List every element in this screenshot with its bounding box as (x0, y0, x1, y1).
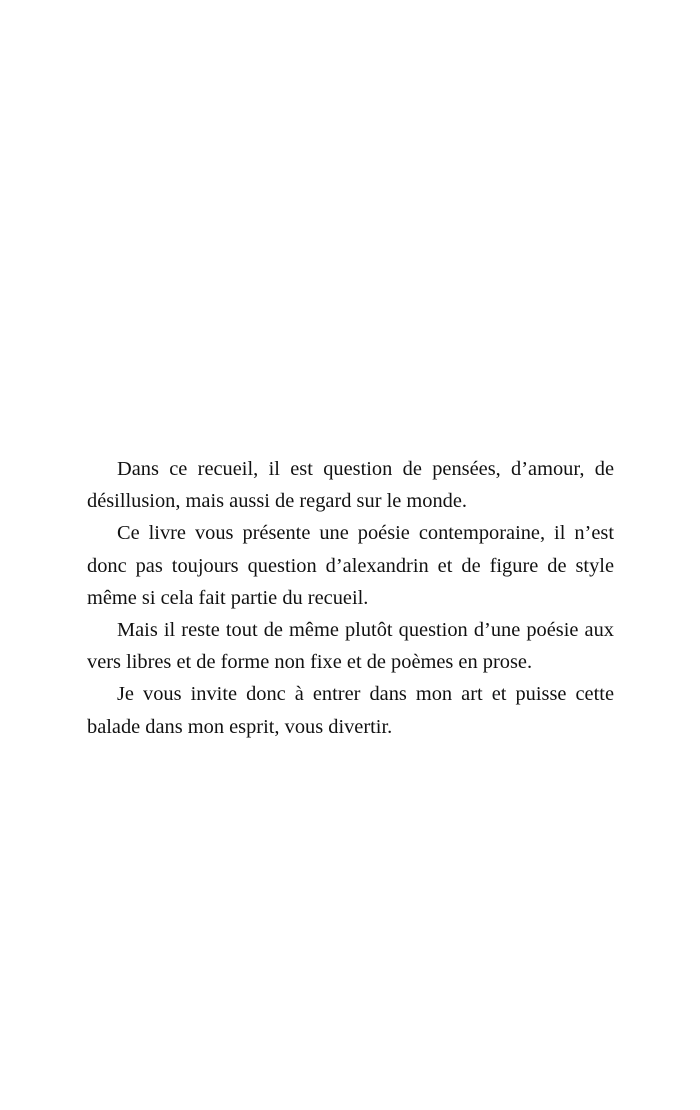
preface-text (87, 453, 614, 743)
paragraph-3: Mais il reste tout de même plutôt question d’une poésie aux vers libres et de forme non fixe et de poèmes en prose. (87, 619, 614, 674)
paragraph-4: Je vous invite donc à entrer dans mon art et puisse cette balade dans mon esprit, vous divertir. (87, 683, 614, 738)
paragraph-2: Ce livre vous présente une poésie contemporaine, il n’est donc pas toujours question d’alexandrin et de figure de style même si cela fait partie du recueil. (87, 522, 614, 609)
paragraph-1: Dans ce recueil, il est question de pensées, d’amour, de désillusion, mais aussi de regard sur le monde. (87, 458, 614, 513)
